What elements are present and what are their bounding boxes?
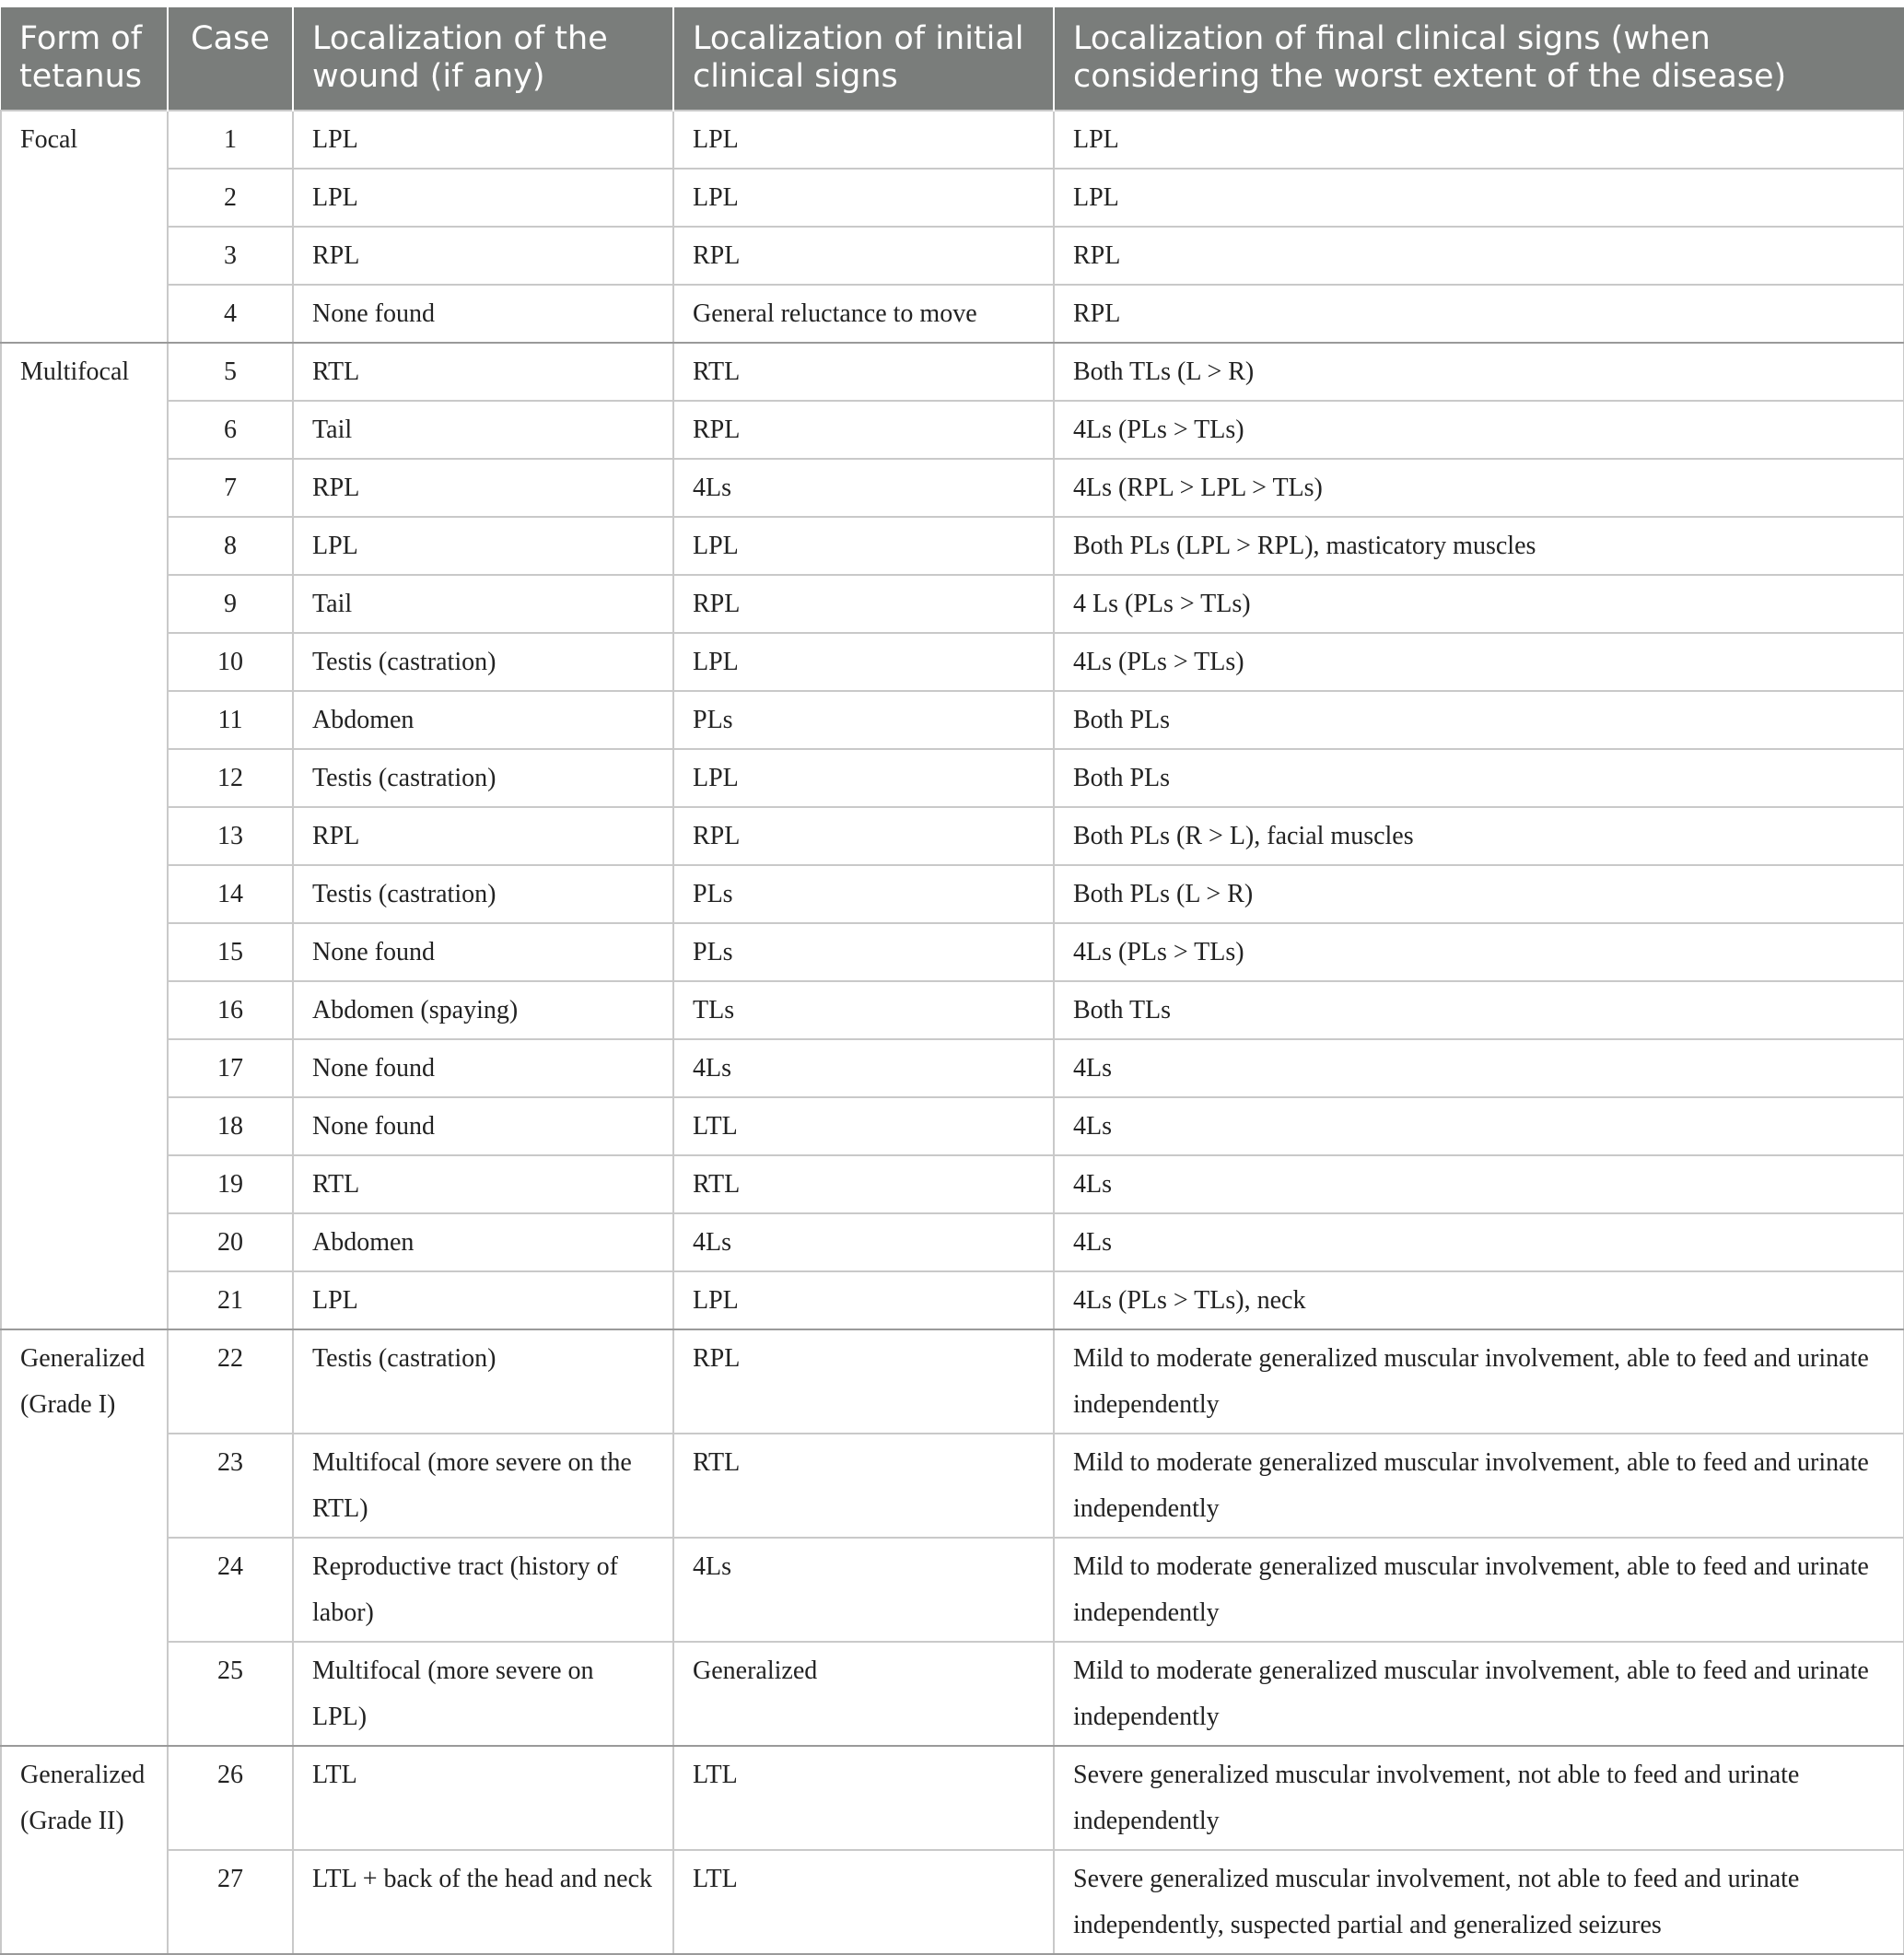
cell-wound-localization: None found [293,1039,673,1097]
table-header [1,7,1904,111]
table-row [1,1271,1904,1329]
cell-case: 26 [168,1746,293,1850]
cell-final-signs: Severe generalized muscular involvement, not able to feed and urinate independently [1054,1746,1904,1850]
cell-initial-signs: LPL [673,111,1054,169]
cell-wound-localization: LTL + back of the head and neck [293,1850,673,1954]
cell-wound-localization: None found [293,285,673,343]
cell-wound-localization: None found [293,923,673,981]
cell-initial-signs: RTL [673,1434,1054,1538]
cell-case: 10 [168,633,293,691]
table-row [1,749,1904,807]
cell-final-signs: LPL [1054,169,1904,227]
cell-final-signs: Both PLs (LPL > RPL), masticatory muscles [1054,517,1904,575]
cell-initial-signs: RTL [673,343,1054,401]
cell-wound-localization: Tail [293,575,673,633]
cell-case: 6 [168,401,293,459]
cell-final-signs: 4Ls [1054,1155,1904,1213]
cell-final-signs: 4Ls [1054,1213,1904,1271]
cell-initial-signs: RPL [673,401,1054,459]
cell-final-signs: 4Ls (PLs > TLs), neck [1054,1271,1904,1329]
cell-case: 19 [168,1155,293,1213]
cell-wound-localization: Abdomen [293,1213,673,1271]
cell-form-of-tetanus: Multifocal [1,343,168,1329]
cell-case: 20 [168,1213,293,1271]
cell-final-signs: LPL [1054,111,1904,169]
cell-case: 18 [168,1097,293,1155]
table-row [1,517,1904,575]
cell-form-of-tetanus: Generalized (Grade I) [1,1329,168,1746]
table-row [1,1155,1904,1213]
cell-form-of-tetanus: Focal [1,111,168,343]
table-row [1,633,1904,691]
cell-wound-localization: LTL [293,1746,673,1850]
cell-initial-signs: LPL [673,169,1054,227]
cell-initial-signs: PLs [673,865,1054,923]
cell-case: 22 [168,1329,293,1434]
cell-initial-signs: Generalized [673,1642,1054,1746]
cell-final-signs: 4 Ls (PLs > TLs) [1054,575,1904,633]
tetanus-cases-table [0,7,1904,1955]
cell-wound-localization: RTL [293,343,673,401]
cell-case: 11 [168,691,293,749]
table-row [1,285,1904,343]
cell-case: 16 [168,981,293,1039]
cell-wound-localization: RPL [293,227,673,285]
cell-initial-signs: LPL [673,633,1054,691]
cell-final-signs: Severe generalized muscular involvement, not able to feed and urinate independently, suspected partial and generalized seizures [1054,1850,1904,1954]
cell-initial-signs: 4Ls [673,459,1054,517]
cell-final-signs: 4Ls (PLs > TLs) [1054,923,1904,981]
table-row [1,691,1904,749]
cell-case: 13 [168,807,293,865]
table-row [1,1642,1904,1746]
header-wound-localization: Localization of the wound (if any) [293,7,673,111]
cell-final-signs: 4Ls [1054,1097,1904,1155]
cell-final-signs: Both TLs (L > R) [1054,343,1904,401]
cell-final-signs: 4Ls (RPL > LPL > TLs) [1054,459,1904,517]
cell-case: 7 [168,459,293,517]
cell-initial-signs: RPL [673,807,1054,865]
table-row [1,1039,1904,1097]
cell-case: 12 [168,749,293,807]
cell-wound-localization: Abdomen (spaying) [293,981,673,1039]
table-row [1,923,1904,981]
cell-wound-localization: RTL [293,1155,673,1213]
cell-initial-signs: RTL [673,1155,1054,1213]
table-row [1,1097,1904,1155]
cell-case: 21 [168,1271,293,1329]
table-row [1,1434,1904,1538]
header-initial-signs: Localization of initial clinical signs [673,7,1054,111]
cell-wound-localization: Multifocal (more severe on LPL) [293,1642,673,1746]
cell-initial-signs: LPL [673,1271,1054,1329]
cell-initial-signs: TLs [673,981,1054,1039]
table-row [1,1329,1904,1434]
cell-initial-signs: LTL [673,1097,1054,1155]
cell-wound-localization: None found [293,1097,673,1155]
cell-case: 25 [168,1642,293,1746]
cell-initial-signs: RPL [673,575,1054,633]
cell-wound-localization: Tail [293,401,673,459]
table-row [1,1213,1904,1271]
cell-case: 8 [168,517,293,575]
cell-final-signs: 4Ls (PLs > TLs) [1054,633,1904,691]
cell-wound-localization: RPL [293,459,673,517]
header-final-signs: Localization of final clinical signs (when considering the worst extent of the disease) [1054,7,1904,111]
table-row [1,111,1904,169]
cell-final-signs: RPL [1054,227,1904,285]
header-form-of-tetanus: Form of tetanus [1,7,168,111]
table-row [1,1746,1904,1850]
cell-initial-signs: General reluctance to move [673,285,1054,343]
table-body [1,111,1904,1954]
cell-final-signs: Mild to moderate generalized muscular involvement, able to feed and urinate independently [1054,1538,1904,1642]
cell-initial-signs: RPL [673,1329,1054,1434]
cell-case: 3 [168,227,293,285]
cell-initial-signs: 4Ls [673,1039,1054,1097]
table-row [1,401,1904,459]
table-row [1,343,1904,401]
cell-final-signs: 4Ls [1054,1039,1904,1097]
table-row [1,169,1904,227]
table-row [1,1850,1904,1954]
cell-initial-signs: 4Ls [673,1213,1054,1271]
cell-initial-signs: LPL [673,749,1054,807]
table-row [1,1538,1904,1642]
cell-wound-localization: LPL [293,111,673,169]
cell-case: 17 [168,1039,293,1097]
cell-initial-signs: LTL [673,1746,1054,1850]
cell-wound-localization: Testis (castration) [293,749,673,807]
cell-case: 24 [168,1538,293,1642]
cell-final-signs: Both PLs (L > R) [1054,865,1904,923]
cell-initial-signs: LTL [673,1850,1054,1954]
cell-final-signs: Mild to moderate generalized muscular involvement, able to feed and urinate independently [1054,1642,1904,1746]
cell-case: 15 [168,923,293,981]
cell-wound-localization: Multifocal (more severe on the RTL) [293,1434,673,1538]
cell-case: 1 [168,111,293,169]
cell-case: 14 [168,865,293,923]
cell-wound-localization: Reproductive tract (history of labor) [293,1538,673,1642]
cell-case: 5 [168,343,293,401]
cell-final-signs: Both PLs (R > L), facial muscles [1054,807,1904,865]
header-row [1,7,1904,111]
cell-initial-signs: RPL [673,227,1054,285]
table-row [1,807,1904,865]
cell-final-signs: Mild to moderate generalized muscular involvement, able to feed and urinate independently [1054,1329,1904,1434]
cell-case: 2 [168,169,293,227]
cell-wound-localization: LPL [293,1271,673,1329]
cell-wound-localization: Testis (castration) [293,865,673,923]
cell-final-signs: 4Ls (PLs > TLs) [1054,401,1904,459]
cell-wound-localization: Abdomen [293,691,673,749]
cell-case: 27 [168,1850,293,1954]
cell-case: 9 [168,575,293,633]
table-row [1,575,1904,633]
cell-initial-signs: LPL [673,517,1054,575]
cell-initial-signs: PLs [673,691,1054,749]
cell-form-of-tetanus: Generalized (Grade II) [1,1746,168,1954]
cell-wound-localization: RPL [293,807,673,865]
cell-case: 23 [168,1434,293,1538]
cell-final-signs: Mild to moderate generalized muscular involvement, able to feed and urinate independently [1054,1434,1904,1538]
cell-wound-localization: Testis (castration) [293,1329,673,1434]
cell-final-signs: Both TLs [1054,981,1904,1039]
table-container [0,7,1904,1955]
cell-initial-signs: PLs [673,923,1054,981]
table-row [1,459,1904,517]
cell-wound-localization: Testis (castration) [293,633,673,691]
table-row [1,981,1904,1039]
cell-case: 4 [168,285,293,343]
table-row [1,865,1904,923]
cell-final-signs: Both PLs [1054,691,1904,749]
cell-initial-signs: 4Ls [673,1538,1054,1642]
header-case: Case [168,7,293,111]
cell-final-signs: Both PLs [1054,749,1904,807]
cell-wound-localization: LPL [293,517,673,575]
cell-wound-localization: LPL [293,169,673,227]
table-row [1,227,1904,285]
cell-final-signs: RPL [1054,285,1904,343]
